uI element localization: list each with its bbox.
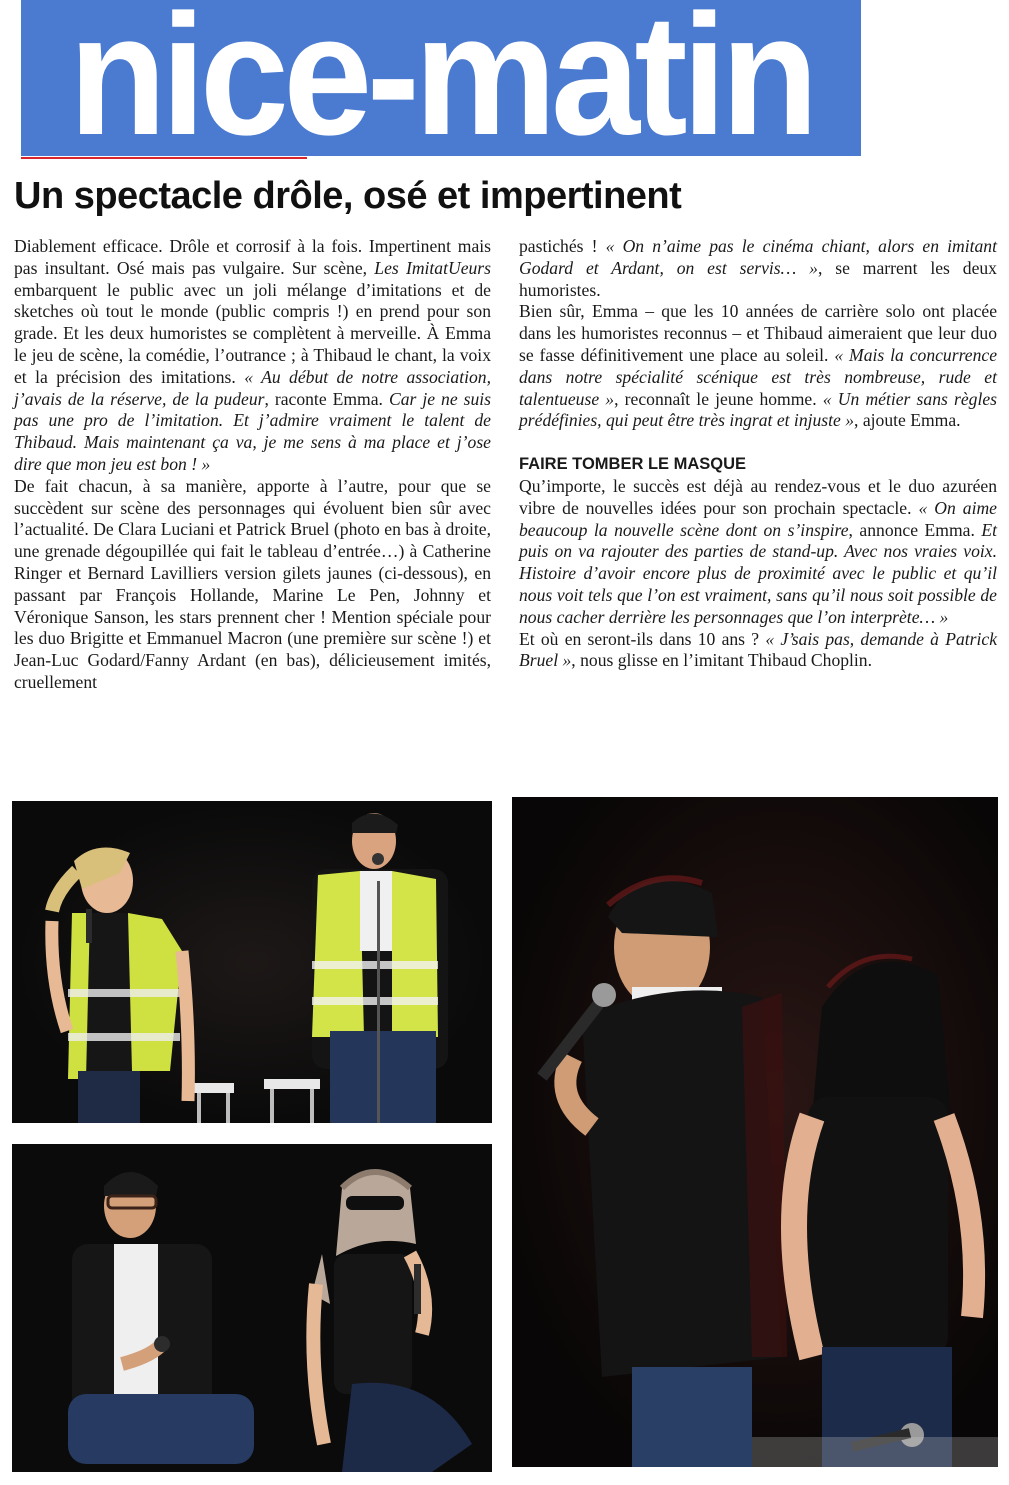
quote-text: « On n’aime pas le cinéma chiant, alors en imitant Godard et Ardant, on est servis… » (519, 236, 997, 278)
body-text: , nous glisse en l’imitant Thibaud Choplin. (571, 650, 873, 671)
article-paragraph (519, 236, 997, 301)
article-paragraph (519, 301, 997, 432)
masthead (21, 0, 861, 156)
article-subheading: FAIRE TOMBER LE MASQUE (519, 455, 747, 474)
article-paragraph (519, 629, 997, 673)
masthead-logo: nice-matin (68, 0, 814, 156)
body-text: , ajoute Emma. (854, 410, 961, 431)
quote-text: « J’sais pas, demande à Patrick Bruel » (519, 628, 997, 671)
quote-text: Car je ne suis pas une pro de l’imitation. Et j’admire vraiment le talent de Thibaud. Mais maintenant ça va, je me sens à ma place et j’ose dire que mon jeu est bon ! » (14, 388, 492, 474)
photo-bruel-luciani (512, 797, 998, 1467)
photo-godard-ardant (12, 1144, 492, 1472)
body-text: , se marrent les deux humoristes. (519, 257, 997, 300)
quote-text: Et puis on va rajouter des parties de stand-up. Avec nos vraies voix. Histoire d’avoir encore plus de proximité avec le public et qu’il nous voit tels que l’on est vraiment, sans qu’il nous soit possible de nous cacher derrière les personnages que l’on interprète… » (519, 519, 997, 627)
quote-text: « Au début de notre association, j’avais de la réserve, de la pudeur (14, 366, 492, 409)
article-column-right (519, 236, 997, 672)
right-column-body-2 (519, 476, 997, 672)
body-text: Qu’importe, le succès est déjà au rendez-vous et le duo azuréen vibre de nouvelles idées pour son prochain spectacle. (519, 475, 997, 518)
quote-text: « Mais la concurrence dans notre spécialité scénique est très nombreuse, rude et talentueuse » (519, 344, 997, 409)
body-text: , raconte Emma. (264, 388, 389, 409)
article-headline: Un spectacle drôle, osé et impertinent (14, 175, 682, 217)
article-column-left (14, 236, 491, 694)
header-rule (21, 157, 307, 159)
body-text: Et où en seront-ils dans 10 ans ? (519, 628, 766, 649)
quote-text: Les ImitatUeurs (374, 257, 491, 278)
right-column-body (519, 236, 997, 432)
article-paragraph (14, 476, 491, 694)
article-paragraph (14, 236, 491, 476)
body-text: embarquent le public avec un joli mélange d’imitations et de sketches où tout le monde (public compris !) en prend pour son grade. Et les deux humoristes se complètent à merveille. À Emma le jeu de scène, la comédie, l’outrance ; à Thibaud le chant, la voix et la précision des imitations. (14, 279, 491, 387)
quote-text: « Un métier sans règles prédéfinies, qui peut être très ingrat et injuste » (519, 388, 998, 431)
photo-gilets-jaunes (12, 801, 492, 1123)
body-text: pastichés ! (519, 236, 606, 256)
quote-text: « On aime beaucoup la nouvelle scène dont on s’inspire (519, 497, 997, 540)
body-text: Bien sûr, Emma – que les 10 années de carrière solo ont placée dans les humoristes reconnus – et Thibaud aimeraient que leur duo se fasse définitivement une place au soleil. (519, 301, 997, 365)
body-text: , annonce Emma. (848, 519, 982, 540)
article-paragraph (519, 476, 997, 629)
body-text: , reconnaît le jeune homme. (614, 388, 823, 409)
body-text: De fait chacun, à sa manière, apporte à l’autre, pour que se succèdent sur scène des personnages qui évoluent bien sûr avec l’actualité. De Clara Luciani et Patrick Bruel (photo en bas à droite, une grenade dégoupillée qui fait le tableau d’entrée…) à Catherine Ringer et Bernard Lavilliers version gilets jaunes (ci-dessous), en passant par François Hollande, Marine Le Pen, Johnny et Véronique Sanson, les stars prennent cher ! Mention spéciale pour les duo Brigitte et Emmanuel Macron (une première sur scène !) et Jean-Luc Godard/Fanny Ardant (en bas), délicieusement imités, cruellement (14, 475, 491, 692)
body-text: Diablement efficace. Drôle et corrosif à la fois. Impertinent mais pas insultant. Osé mais pas vulgaire. Sur scène, (14, 236, 491, 278)
